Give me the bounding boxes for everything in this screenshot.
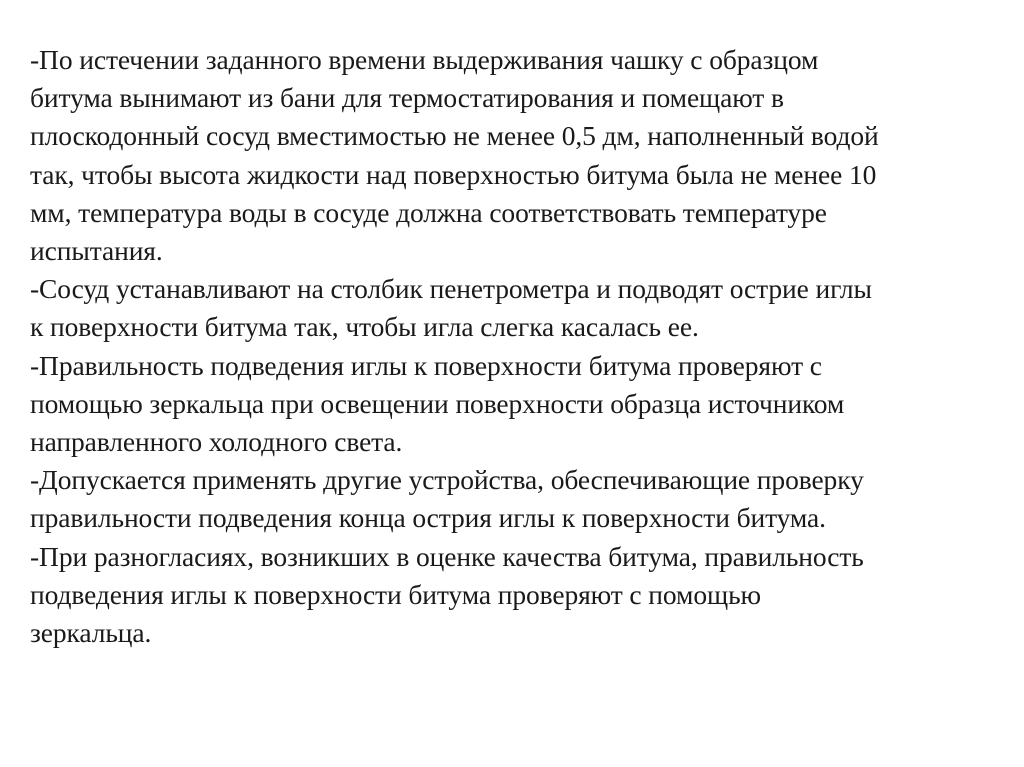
text-line: так, чтобы высота жидкости над поверхностью битума была не менее 10 xyxy=(30,158,877,190)
text-line: подведения иглы к поверхности битума проверяют с помощью xyxy=(30,578,761,610)
text-line: битума вынимают из бани для термостатирования и помещают в xyxy=(30,82,784,114)
text-line: помощью зеркальца при освещении поверхности образца источником xyxy=(30,387,845,419)
text-line: плоскодонный сосуд вместимостью не менее 0,5 дм, наполненный водой xyxy=(30,120,879,152)
text-line: -Правильность подведения иглы к поверхности битума проверяют с xyxy=(30,349,822,381)
text-line: мм, температура воды в сосуде должна соответствовать температуре xyxy=(30,196,827,228)
text-line: направленного холодного света. xyxy=(30,426,403,458)
text-line: -Допускается применять другие устройства, обеспечивающие проверку xyxy=(30,464,864,496)
text-line: -По истечении заданного времени выдерживания чашку с образцом xyxy=(30,44,819,75)
text-line: -Сосуд устанавливают на столбик пенетрометра и подводят острие иглы xyxy=(30,273,872,305)
text-line: к поверхности битума так, чтобы игла слегка касалась ее. xyxy=(30,311,699,343)
text-line: испытания. xyxy=(30,235,163,267)
text-line: правильности подведения конца острия иглы к поверхности битума. xyxy=(30,502,826,534)
procedure-text xyxy=(30,41,1010,652)
text-line: -При разногласиях, возникших в оценке качества битума, правильность xyxy=(30,540,864,572)
text-line: зеркальца. xyxy=(30,617,152,649)
